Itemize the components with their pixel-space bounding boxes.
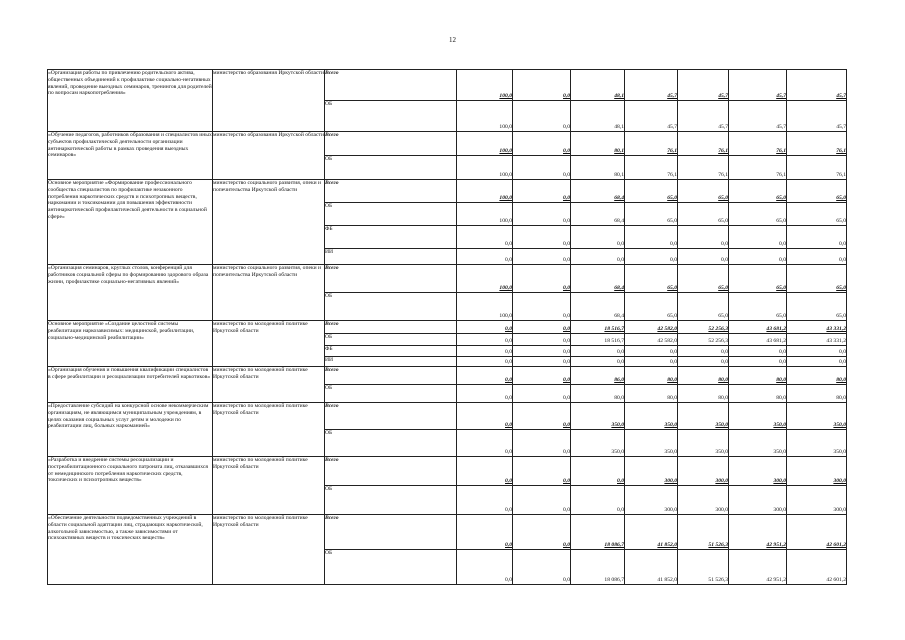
value-cell: 76,1	[729, 132, 787, 156]
value-cell: 76,1	[625, 132, 678, 156]
table-row	[48, 70, 847, 101]
value-cell: 42 582,0	[625, 334, 678, 346]
funding-source-cell: Всего	[325, 367, 457, 385]
value-cell: 18 516,7	[571, 321, 625, 334]
value-cell: 0,0	[457, 430, 513, 457]
value-cell: 0,0	[513, 403, 571, 430]
value-cell: 100,0	[457, 180, 513, 203]
value-cell: 76,1	[729, 156, 787, 180]
value-cell: 0,0	[513, 367, 571, 385]
value-cell: 51 526,3	[678, 515, 729, 550]
value-cell: 65,0	[729, 265, 787, 293]
value-cell: 0,0	[571, 486, 625, 515]
value-cell: 45,7	[729, 101, 787, 132]
value-cell: 65,0	[787, 265, 847, 293]
value-cell: 350,0	[729, 430, 787, 457]
table-row	[48, 403, 847, 430]
value-cell: 0,0	[513, 180, 571, 203]
funding-source-cell: ОБ	[325, 486, 457, 515]
program-cell: Основное мероприятие «Формирование профессионального сообщества специалистов по профилактике незаконного потребления наркотических средств и психотропных веществ, наркомании и токсикомании для повышения эффективности антинаркотической профилактической деятельности в социальной сфере»	[48, 180, 213, 265]
value-cell: 0,0	[571, 249, 625, 265]
executor-cell: министерство по молодежной политике Иркутской области	[213, 367, 325, 403]
value-cell: 0,0	[513, 346, 571, 357]
value-cell: 300,0	[729, 486, 787, 515]
value-cell: 0,0	[513, 430, 571, 457]
value-cell: 65,0	[678, 203, 729, 226]
value-cell: 300,0	[787, 486, 847, 515]
value-cell: 0,0	[513, 226, 571, 249]
value-cell: 0,0	[457, 457, 513, 486]
value-cell: 0,0	[513, 265, 571, 293]
value-cell: 80,1	[571, 132, 625, 156]
funding-source-cell: ОБ	[325, 293, 457, 321]
table-row	[48, 515, 847, 550]
value-cell: 80,0	[678, 385, 729, 403]
value-cell: 0,0	[457, 321, 513, 334]
value-cell: 80,0	[787, 367, 847, 385]
value-cell: 48,1	[571, 101, 625, 132]
value-cell: 41 852,0	[625, 550, 678, 585]
value-cell: 0,0	[625, 346, 678, 357]
value-cell: 45,7	[625, 101, 678, 132]
program-cell: «Обеспечение деятельности подведомственных учреждений в области социальной адаптации лиц, страдающих наркотической, алкогольной зависимостью, а также зависимостями от психоактивных веществ и токсических веществ»	[48, 515, 213, 585]
funding-source-cell: Всего	[325, 132, 457, 156]
value-cell: 68,4	[571, 293, 625, 321]
value-cell: 350,0	[571, 430, 625, 457]
value-cell: 80,0	[729, 367, 787, 385]
value-cell: 0,0	[457, 367, 513, 385]
value-cell: 0,0	[457, 515, 513, 550]
value-cell: 80,0	[787, 385, 847, 403]
value-cell: 0,0	[513, 457, 571, 486]
value-cell: 45,7	[787, 101, 847, 132]
value-cell: 45,7	[787, 70, 847, 101]
funding-source-cell: Всего	[325, 403, 457, 430]
value-cell: 300,0	[678, 457, 729, 486]
value-cell: 0,0	[513, 249, 571, 265]
program-cell: «Организация работы по привлечению родительского актива, общественных объединений к профилактике социально-негативных явлений, проведение выездных семинаров, тренингов для родителей по вопросам наркопотребления»	[48, 70, 213, 132]
funding-source-cell: Всего	[325, 321, 457, 334]
value-cell: 0,0	[729, 346, 787, 357]
value-cell: 76,1	[787, 156, 847, 180]
funding-source-cell: ОБ	[325, 156, 457, 180]
value-cell: 80,0	[625, 367, 678, 385]
value-cell: 300,0	[625, 457, 678, 486]
value-cell: 76,1	[625, 156, 678, 180]
value-cell: 76,1	[678, 156, 729, 180]
program-cell: «Обучение педагогов, работников образования и специалистов иных субъектов профилактической деятельности организации антинаркотической работы в рамках проведения выездных семинаров»	[48, 132, 213, 180]
value-cell: 52 256,3	[678, 321, 729, 334]
value-cell: 68,4	[571, 203, 625, 226]
value-cell: 45,7	[678, 101, 729, 132]
executor-cell: министерство социального развития, опеки и попечительства Иркутской области	[213, 265, 325, 321]
value-cell: 80,0	[729, 385, 787, 403]
value-cell: 0,0	[457, 357, 513, 367]
funding-source-cell: ОБ	[325, 550, 457, 585]
value-cell: 0,0	[729, 249, 787, 265]
value-cell: 42 951,2	[729, 515, 787, 550]
value-cell: 350,0	[571, 403, 625, 430]
value-cell: 0,0	[678, 346, 729, 357]
value-cell: 43 331,2	[787, 321, 847, 334]
page-number: 12	[449, 36, 456, 44]
value-cell: 65,0	[625, 293, 678, 321]
value-cell: 0,0	[513, 70, 571, 101]
value-cell: 0,0	[457, 403, 513, 430]
value-cell: 0,0	[678, 226, 729, 249]
value-cell: 0,0	[513, 385, 571, 403]
value-cell: 65,0	[729, 293, 787, 321]
value-cell: 300,0	[625, 486, 678, 515]
funding-source-cell: ИИ	[325, 357, 457, 367]
value-cell: 0,0	[457, 226, 513, 249]
value-cell: 0,0	[513, 293, 571, 321]
program-cell: «Предоставление субсидий на конкурсной основе некоммерческим организациям, не являющимся муниципальным учреждениям, в целях оказания социальных услуг детям и молодежи по реабилитации лиц, больных наркоманией»	[48, 403, 213, 457]
program-cell: «Разработка и внедрение системы ресоциализации и постреабилитационного социального патроната лиц, отказавшихся от немедицинского потребления наркотических средств, токсических и психотропных веществ»	[48, 457, 213, 515]
value-cell: 18 516,7	[571, 334, 625, 346]
value-cell: 300,0	[787, 457, 847, 486]
value-cell: 0,0	[729, 226, 787, 249]
value-cell: 86,0	[571, 367, 625, 385]
program-cell: «Организация семинаров, круглых столов, конференций для работников социальной сферы по формированию здорового образа жизни, профилактике социально-негативных явлений»	[48, 265, 213, 321]
value-cell: 0,0	[513, 515, 571, 550]
value-cell: 350,0	[625, 430, 678, 457]
value-cell: 65,0	[625, 265, 678, 293]
value-cell: 0,0	[513, 550, 571, 585]
executor-cell: министерство по молодежной политике Иркутской области	[213, 515, 325, 585]
value-cell: 0,0	[678, 357, 729, 367]
value-cell: 45,7	[625, 70, 678, 101]
value-cell: 350,0	[729, 403, 787, 430]
value-cell: 51 526,3	[678, 550, 729, 585]
value-cell: 0,0	[787, 357, 847, 367]
value-cell: 0,0	[513, 203, 571, 226]
table-row	[48, 265, 847, 293]
value-cell: 18 086,7	[571, 550, 625, 585]
value-cell: 0,0	[457, 249, 513, 265]
value-cell: 100,0	[457, 203, 513, 226]
value-cell: 18 086,7	[571, 515, 625, 550]
value-cell: 76,1	[787, 132, 847, 156]
value-cell: 300,0	[729, 457, 787, 486]
value-cell: 0,0	[729, 357, 787, 367]
value-cell: 68,4	[571, 265, 625, 293]
funding-source-cell: ФБ	[325, 346, 457, 357]
value-cell: 76,1	[678, 132, 729, 156]
value-cell: 0,0	[678, 249, 729, 265]
budget-table	[47, 69, 847, 585]
value-cell: 43 681,2	[729, 334, 787, 346]
value-cell: 43 331,2	[787, 334, 847, 346]
value-cell: 100,0	[457, 293, 513, 321]
value-cell: 350,0	[678, 430, 729, 457]
funding-source-cell: ОБ	[325, 385, 457, 403]
value-cell: 100,0	[457, 132, 513, 156]
program-cell: Основное мероприятие «Создание целостной системы реабилитации наркозависимых: медицинской, реабилитации, социально-медицинской реабилитации»	[48, 321, 213, 367]
table-row	[48, 321, 847, 334]
value-cell: 65,0	[729, 180, 787, 203]
value-cell: 0,0	[787, 249, 847, 265]
value-cell: 65,0	[678, 265, 729, 293]
value-cell: 80,0	[678, 367, 729, 385]
funding-source-cell: ОБ	[325, 430, 457, 457]
funding-source-cell: Всего	[325, 515, 457, 550]
funding-source-cell: ОБ	[325, 203, 457, 226]
value-cell: 350,0	[678, 403, 729, 430]
value-cell: 65,0	[729, 203, 787, 226]
value-cell: 0,0	[513, 486, 571, 515]
value-cell: 48,1	[571, 70, 625, 101]
executor-cell: министерство образования Иркутской области	[213, 70, 325, 132]
value-cell: 65,0	[625, 203, 678, 226]
value-cell: 0,0	[457, 486, 513, 515]
value-cell: 300,0	[678, 486, 729, 515]
value-cell: 100,0	[457, 265, 513, 293]
value-cell: 65,0	[787, 293, 847, 321]
value-cell: 0,0	[571, 346, 625, 357]
executor-cell: министерство по молодежной политике Иркутской области	[213, 321, 325, 367]
value-cell: 100,0	[457, 156, 513, 180]
funding-source-cell: ИИ	[325, 249, 457, 265]
value-cell: 65,0	[678, 180, 729, 203]
value-cell: 350,0	[787, 403, 847, 430]
value-cell: 100,0	[457, 101, 513, 132]
table-row	[48, 457, 847, 486]
value-cell: 0,0	[513, 132, 571, 156]
value-cell: 0,0	[457, 346, 513, 357]
value-cell: 68,4	[571, 180, 625, 203]
value-cell: 42 601,2	[787, 550, 847, 585]
value-cell: 65,0	[787, 180, 847, 203]
value-cell: 0,0	[457, 385, 513, 403]
value-cell: 41 852,0	[625, 515, 678, 550]
value-cell: 350,0	[787, 430, 847, 457]
value-cell: 65,0	[625, 180, 678, 203]
value-cell: 0,0	[625, 226, 678, 249]
value-cell: 0,0	[625, 357, 678, 367]
value-cell: 43 681,2	[729, 321, 787, 334]
value-cell: 0,0	[513, 321, 571, 334]
table-row	[48, 132, 847, 156]
table-row	[48, 367, 847, 385]
funding-source-cell: Всего	[325, 70, 457, 101]
value-cell: 52 256,3	[678, 334, 729, 346]
value-cell: 45,7	[729, 70, 787, 101]
executor-cell: министерство образования Иркутской области	[213, 132, 325, 180]
value-cell: 42 582,0	[625, 321, 678, 334]
funding-source-cell: ОБ	[325, 101, 457, 132]
value-cell: 42 601,2	[787, 515, 847, 550]
value-cell: 350,0	[625, 403, 678, 430]
value-cell: 80,0	[625, 385, 678, 403]
executor-cell: министерство социального развития, опеки и попечительства Иркутской области	[213, 180, 325, 265]
value-cell: 42 951,2	[729, 550, 787, 585]
value-cell: 0,0	[625, 249, 678, 265]
value-cell: 0,0	[513, 334, 571, 346]
value-cell: 0,0	[787, 346, 847, 357]
value-cell: 0,0	[457, 334, 513, 346]
value-cell: 65,0	[678, 293, 729, 321]
value-cell: 0,0	[787, 226, 847, 249]
value-cell: 80,1	[571, 156, 625, 180]
value-cell: 0,0	[571, 457, 625, 486]
value-cell: 0,0	[571, 357, 625, 367]
funding-source-cell: Всего	[325, 180, 457, 203]
value-cell: 0,0	[513, 101, 571, 132]
funding-source-cell: ОБ	[325, 334, 457, 346]
funding-source-cell: ФБ	[325, 226, 457, 249]
value-cell: 0,0	[571, 226, 625, 249]
program-cell: «Организация обучения и повышения квалификации специалистов в сфере реабилитации и ресоциализации потребителей наркотиков»	[48, 367, 213, 403]
table-row	[48, 180, 847, 203]
value-cell: 45,7	[678, 70, 729, 101]
value-cell: 0,0	[513, 357, 571, 367]
funding-source-cell: Всего	[325, 457, 457, 486]
executor-cell: министерство по молодежной политике Иркутской области	[213, 457, 325, 515]
executor-cell: министерство по молодежной политике Иркутской области	[213, 403, 325, 457]
value-cell: 0,0	[513, 156, 571, 180]
value-cell: 100,0	[457, 70, 513, 101]
funding-source-cell: Всего	[325, 265, 457, 293]
value-cell: 65,0	[787, 203, 847, 226]
value-cell: 0,0	[457, 550, 513, 585]
value-cell: 80,0	[571, 385, 625, 403]
